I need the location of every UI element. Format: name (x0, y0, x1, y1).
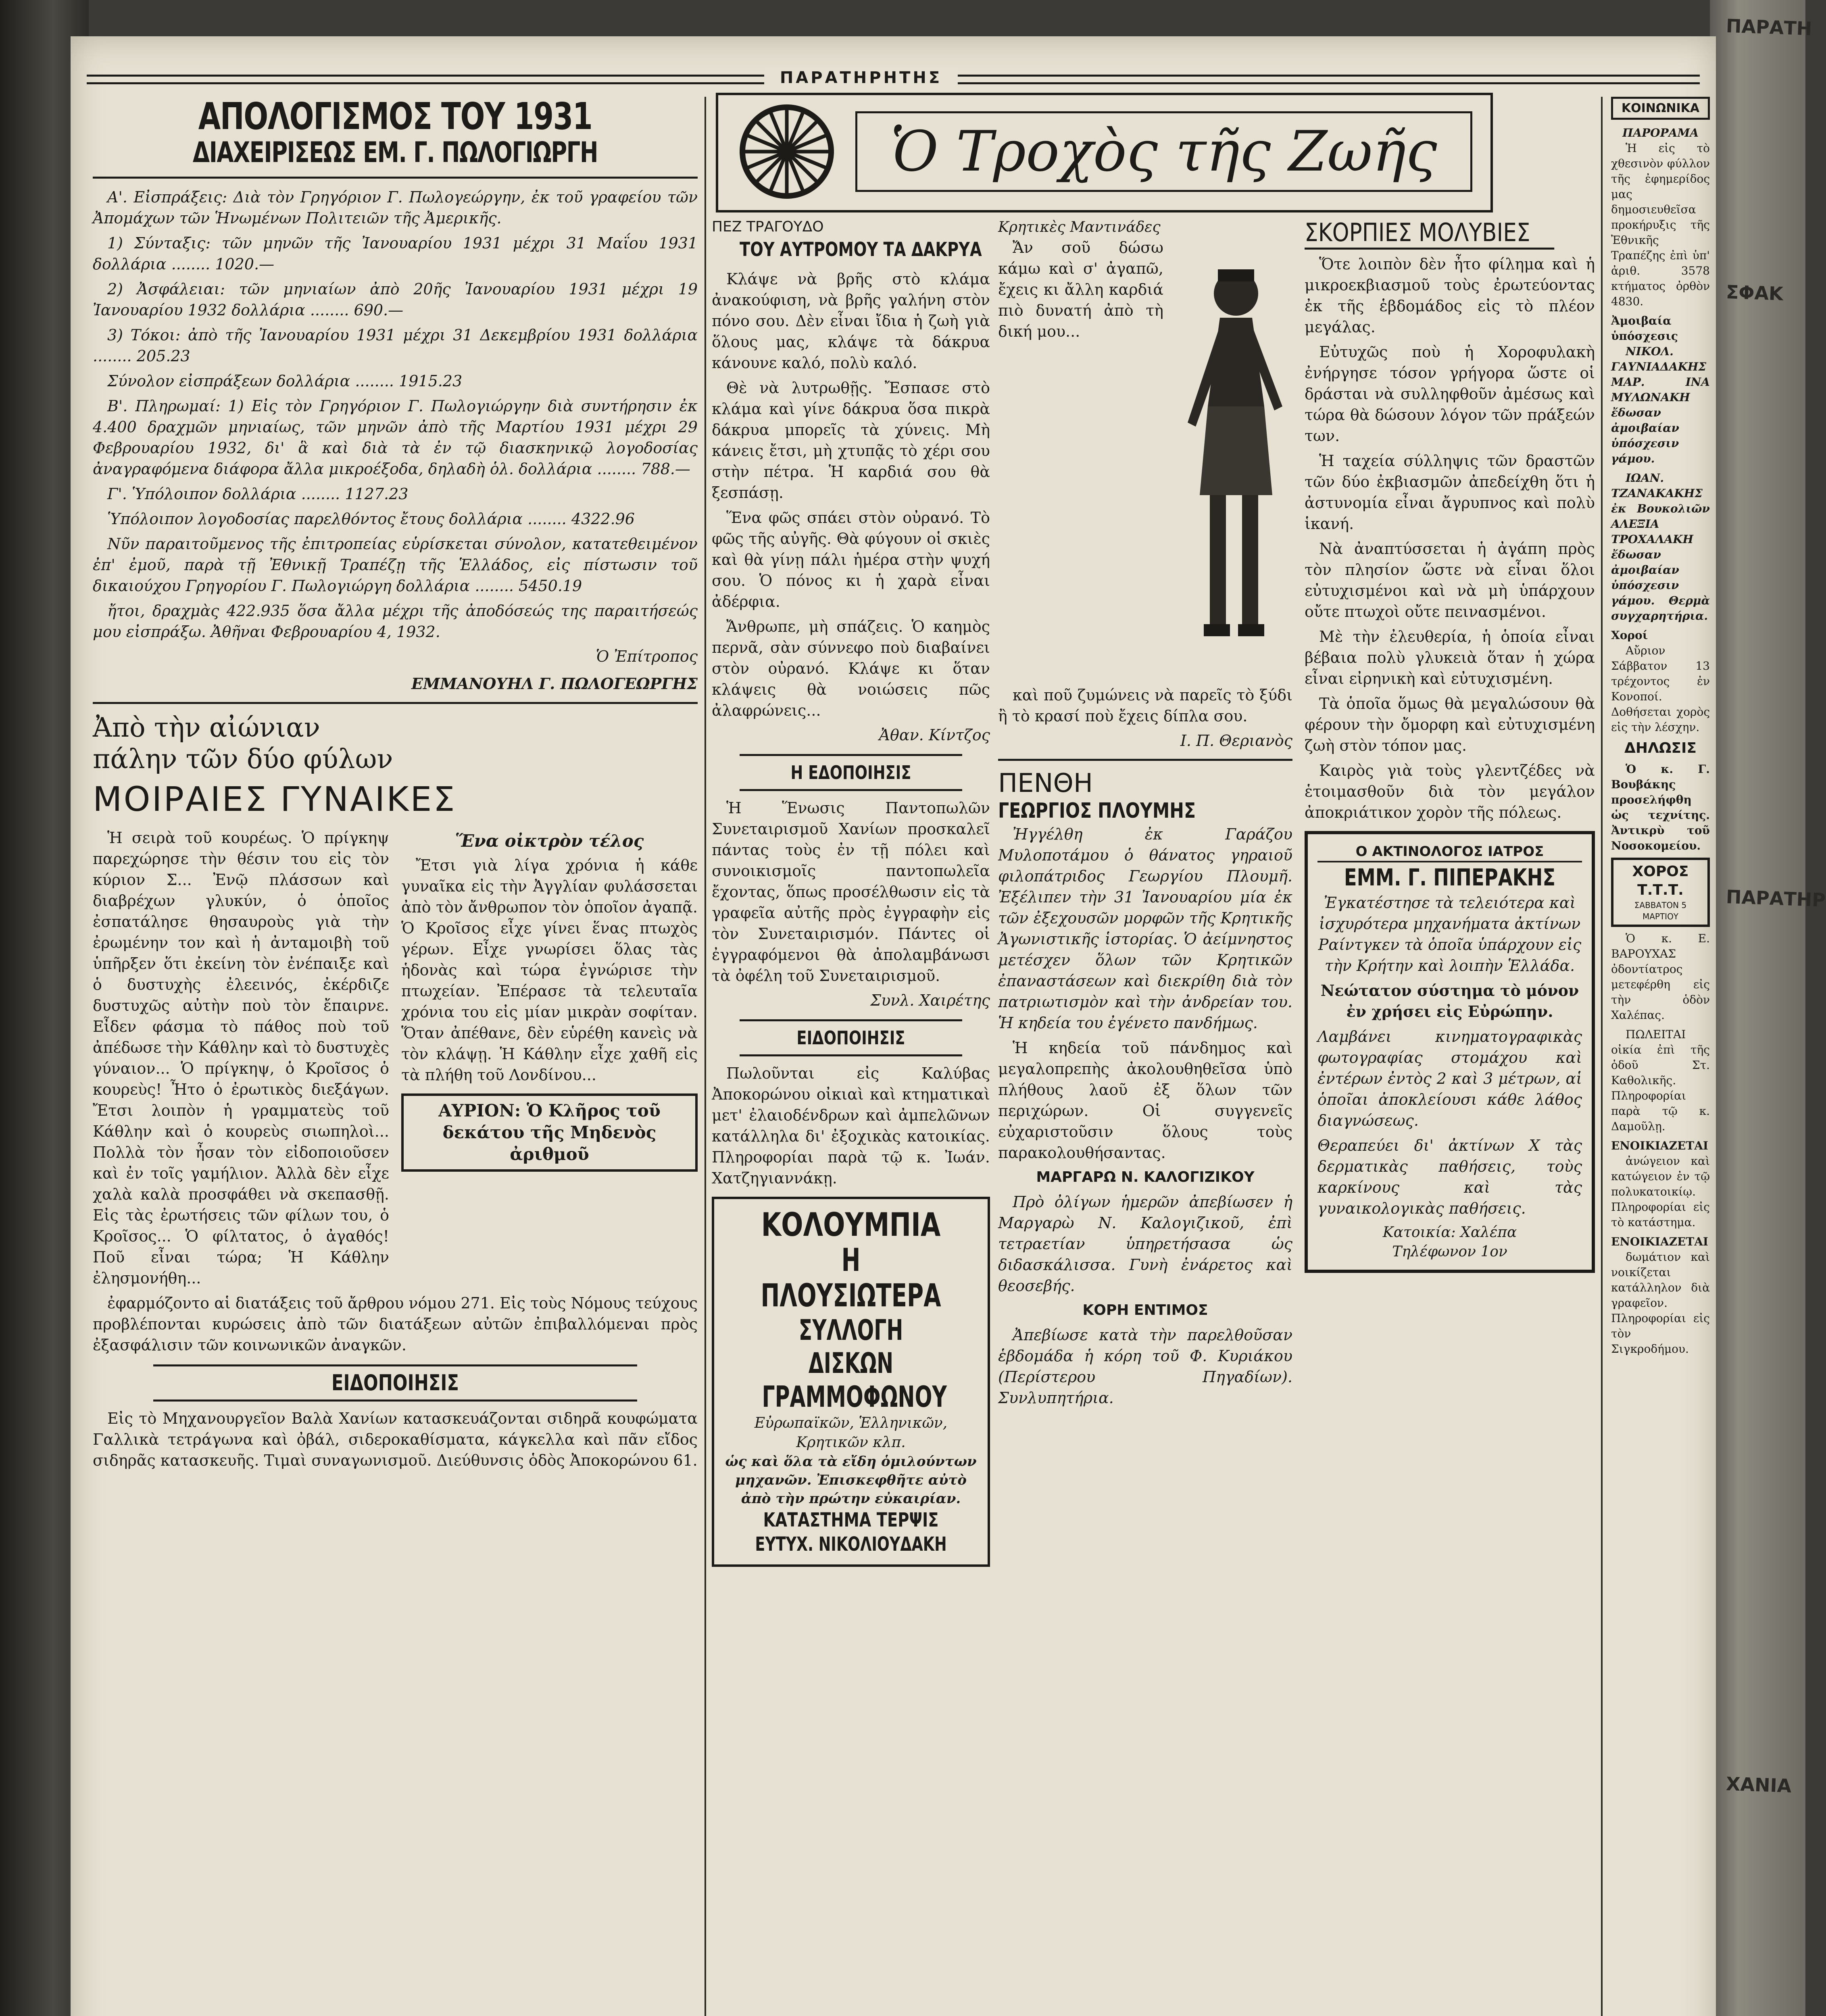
radiologist-ad-title: Ο ΑΚΤΙΝΟΛΟΓΟΣ ΙΑΤΡΟΣ (1317, 842, 1582, 862)
social-text: Ὁ κ. Ε. ΒΑΡΟΥΧΑΣ ὀδοντίατρος μετεφέρθη εἰς τὴν ὁδὸν Χαλέπας. (1611, 932, 1710, 1022)
notice-heading: ΕΙΔΟΠΟΙΗΣΙΣ (153, 1364, 637, 1402)
social-subheading: Ἀμοιβαία ὑπόσχεσις (1611, 314, 1678, 343)
column-divider (705, 97, 706, 2016)
masthead-name: ΠΑΡΑΤΗΡΗΤΗΣ (764, 69, 958, 87)
mantinades-kicker: Κρητικὲς Μαντινάδες (998, 219, 1161, 235)
rent-text: δωμάτιον καὶ νοικίζεται κατάλληλον διὰ γραφεῖον. Πληροφορίαι εἰς τὸν Σιγκροδήμου. (1611, 1250, 1710, 1356)
stub-text-3: ΠΑΡΑΤΗΡ (1726, 885, 1826, 911)
story-left-column (93, 827, 389, 1293)
stub-text-1: ΠΑΡΑΤΗ (1726, 15, 1813, 40)
radiologist-ad-text: Νεώτατον σύστημα τὸ μόνον ἐν χρήσει εἰς Εὐρώπην. (1320, 981, 1579, 1020)
column-text: Ὅτε λοιπὸν δὲν ἦτο φίλημα καὶ ἡ μικροεκβιασμοῦ τοὺς ἐρωτεύοντας ἐκ τῆς ἑβδομάδος εἰς τὸ πλέον μεγάλας. (1305, 255, 1595, 336)
radiologist-ad-text: Ἐγκατέστησε τὰ τελειότερα καὶ ἰσχυρότερα μηχανήματα ἀκτίνων Ραίντγκεν τὰ ὁποῖα ὑπάρχουν εἰς τὴν Κρήτην καὶ λοιπὴν Ἑλλάδα. (1318, 894, 1582, 975)
column-2 (712, 218, 990, 2016)
column-text: Καιρὸς γιὰ τοὺς γλεντζέδες νὰ ἑτοιμασθοῦν διὰ τὸν μεγάλον ἀποκριάτικον χορὸν τῆς πόλεως. (1305, 762, 1595, 821)
radiologist-ad-phone: Τηλέφωνον 1ον (1392, 1243, 1507, 1260)
obituary-name: ΜΑΡΓΑΡΩ Ν. ΚΑΛΟΓΙΖΙΚΟΥ (1036, 1169, 1255, 1185)
notice-signature: Συνλ. Χαιρέτης (870, 991, 990, 1009)
column-text: Νὰ ἀναπτύσσεται ἡ ἀγάπη πρὸς τὸν πλησίον ὥστε νὰ εἶναι ὅλοι εὐτυχισμένοι καὶ νὰ μὴ ὑπάρχουν οὔτε πτωχοὶ οὔτε πεινασμένοι. (1305, 540, 1595, 621)
social-subheading: Χοροί (1611, 629, 1648, 642)
account-paragraph: Σύνολον εἰσπράξεων δολλάρια ........ 1915.23 (107, 372, 463, 390)
mantinada-verse: Ἄν σοῦ δώσω κάμω καὶ σ' ἀγαπῶ, ἔχεις κι ἄλλη καρδιά πιὸ δυνατή ἀπὸ τὴ δική μου... (998, 239, 1163, 340)
obituary-heading: ΠΕΝΘΗ (998, 768, 1093, 798)
account-subheadline: ΔΙΑΧΕΙΡΙΣΕΩΣ ΕΜ. Γ. ΠΩΛΟΓΙΩΡΓΗ (192, 136, 598, 169)
radiologist-ad-text: Λαμβάνει κινηματογραφικὰς φωτογραφίας στομάχου καὶ ἐντέρων ἐντὸς 2 καὶ 3 μέτρων, αἱ ὁποῖαι ἀποκλείουσι κάθε λάθος διαγνώσεως. (1317, 1028, 1582, 1129)
column-text: Μὲ τὴν ἐλευθερία, ἡ ὁποία εἶναι βέβαια πολὺ γλυκειὰ ὅταν ἡ χώρα εἶναι εἰρηνικὴ καὶ εὐτυχισμένη. (1305, 628, 1595, 687)
cretan-man-icon (1171, 237, 1292, 681)
tomorrow-notice: ΑΥΡΙΟΝ: Ὁ Κλῆρος τοῦ δεκάτου τῆς Μηδενὸς ἀριθμοῦ (401, 1093, 698, 1172)
scan-right-edge (1710, 0, 1826, 2016)
account-paragraph: Α'. Εἰσπράξεις: Διὰ τὸν Γρηγόριον Γ. Πωλογεώργην, ἐκ τοῦ γραφείου τῶν Ἀπομάχων τῶν Ἡνωμένων Πολιτειῶν τῆς Ἀμερικῆς. (93, 188, 698, 227)
account-paragraph: ἤτοι, δραχμὰς 422.935 ὅσα ἄλλα μέχρι τῆς ἀποδόσεώς της παραιτήσεώς μου εἰσπράξω. Ἀθῆναι Φεβρουαρίου 4, 1932. (93, 602, 698, 641)
poem-text: Ἕνα φῶς σπάει στὸν οὐρανό. Τὸ φῶς τῆς αὐγῆς. Θὰ φύγουν οἱ σκιὲς καὶ θὰ γίνῃ πάλι ἡμέρα στὴν ψυχή σου. Ὁ πόνος κι ἡ χαρὰ εἶναι ἀδέρφια. (712, 509, 990, 610)
notice-heading: ΕΙΔΟΠΟΙΗΣΙΣ (740, 1019, 962, 1056)
divider (93, 702, 698, 704)
radiologist-ad-address: Κατοικία: Χαλέπα (1382, 1224, 1517, 1241)
column-text: Εὐτυχῶς ποὺ ἡ Χοροφυλακὴ ἐνήργησε τόσον γρήγορα ὥστε οἱ δράσται νὰ συλληφθοῦν ἀμέσως καὶ τώρα θὰ δώσουν λόγον τῶν πράξεών των. (1305, 343, 1595, 445)
social-text: ΝΙΚΟΛ. ΓΑΥΝΙΑΔΑΚΗΣ ΜΑΡ. ΙΝΑ ΜΥΛΩΝΑΚΗ ἔδωσαν ἀμοιβαίαν ὑπόσχεσιν γάμου. (1611, 345, 1710, 465)
column-1 (93, 97, 698, 2016)
account-paragraph: Νῦν παραιτοῦμενος τῆς ἐπιτροπείας εὑρίσκεται σύνολον, κατατεθειμένον ἐπ' ἐμοῦ, παρὰ τῇ Ἐθνικῇ Τραπέζῃ τῆς Ἑλλάδος, εἰς πίστωσιν τοῦ δικαιούχου Γρηγορίου Γ. Πωλογιώργη δολλάρια ........ 5450.19 (93, 535, 698, 595)
social-text: Αὔριον Σάββατον 13 τρέχοντος ἐν Κονοποί. Δοθήσεται χορὸς εἰς τὴν λέσχην. (1611, 644, 1710, 734)
obituary-name: ΓΕΩΡΓΙΟΣ ΠΛΟΥΜΗΣ (998, 799, 1196, 823)
dance-ad (1611, 858, 1710, 927)
record-ad-text: ὡς καὶ ὅλα τὰ εἴδη ὁμιλούντων μηχανῶν. Ἐπισκεφθῆτε αὐτὸ ἀπὸ τὴν πρώτην εὐκαιρίαν. (725, 1454, 977, 1507)
story-right-column (401, 827, 698, 1293)
column-text: Ἡ ταχεία σύλληψις τῶν δραστῶν τῶν δύο ἐκβιασμῶν ἀπεδείχθη ὅτι ἡ ἀστυνομία εἶναι ἄγρυπνος καὶ πολὺ ἱκανή. (1305, 452, 1595, 533)
stub-text-4: ΧΑΝΙΑ (1726, 1772, 1792, 1797)
social-subheading: ΠΑΡΟΡΑΜΑ (1622, 126, 1699, 140)
radiologist-ad-text: Θεραπεύει δι' ἀκτίνων Χ τὰς δερματικὰς παθήσεις, τοὺς καρκίνους καὶ τὰς γυναικολογικὰς παθήσεις. (1317, 1137, 1582, 1217)
social-box: ΚΟΙΝΩΝΙΚΑ (1611, 97, 1710, 120)
rent-heading: ΕΝΟΙΚΙΑΖΕΤΑΙ (1611, 1235, 1709, 1248)
account-paragraph: Β'. Πληρωμαί: 1) Εἰς τὸν Γρηγόριον Γ. Πωλογιώργην διὰ συντήρησιν ἐκ 4.400 δραχμῶν μηνιαίως, τῶν μηνῶν ἀπὸ τῆς Μαρτίου 1931 μέχρι 29 Φεβρουαρίου 1932, δι' ἃ καὶ διὰ τὰ ἐν τῷ διασκηνικῷ λογοδοσίας ἀναγραφόμενα διάφορα ἄλλα μικροέξοδα, δηλαδὴ ὁλ. δολλάρια ........ 788.— (93, 397, 698, 478)
wheel-of-life-box (716, 93, 1493, 212)
poem-text: Θὲ νὰ λυτρωθῇς. Ἔσπασε στὸ κλάμα καὶ γίνε δάκρυα ὅσα πικρὰ δάκρυα μπορεῖς τὰ χύνεις. Μὴ κάνεις ἔτσι, μὴ χτυπᾷς τὸ χέρι σου στὴν πέτρα. Ἡ καρδιά σου θὰ ξεσπάσῃ. (712, 379, 990, 502)
record-ad-line: ΚΟΛΟΥΜΠΙΑ (761, 1206, 941, 1243)
notice-text: Πωλοῦνται εἰς Καλύβας Ἀποκορώνου οἰκιαὶ καὶ κτηματικαὶ μετ' ἐλαιοδένδρων καὶ ἀμπελῶνων κατάλληλα δι' ἐξοχικὰς κατοικίας. Πληροφορίαι παρὰ τῷ κ. Ἰωάν. Χατζηγιαννάκῃ. (712, 1064, 990, 1187)
column-3 (998, 218, 1292, 2016)
radiologist-ad (1305, 831, 1595, 1273)
ending-paragraph: ἐφαρμόζοντο αἱ διατάξεις τοῦ ἄρθρου νόμου 271. Εἰς τοὺς Νόμους τεύχους προβλέπονται κυρώσεις ἀπὸ τῶν διατάξεων αὐτῶν ἐπιβαλλόμεναι πρὸς ἐξασφάλισιν τῶν κοινωνικῶν ἀναγκῶν. (93, 1294, 698, 1354)
record-ad-line: Η ΠΛΟΥΣΙΩΤΕΡΑ (761, 1242, 941, 1314)
social-text: ΙΩΑΝ. ΤΖΑΝΑΚΑΚΗΣ ἐκ Βουκολιῶν ΑΛΕΞΙΑ ΤΡΟΧΑΛΑΚΗ ἔδωσαν ἀμοιβαίαν ὑπόσχεσιν γάμου. Θερμὰ συγχαρητήρια. (1611, 471, 1710, 623)
obituary-text: Ἠγγέλθη ἐκ Γαράζου Μυλοποτάμου ὁ θάνατος γηραιοῦ φιλοπάτριδος Γεωργίου Πλουμῆ. Ἐξέλιπεν τὴν 31 Ἰανουαρίου μία ἐκ τῶν ἐξεχουσῶν μορφῶν τῆς Κρητικῆς Ἀγωνιστικῆς ἱστορίας. Ὁ ἀείμνηστος μετέσχεν ὅλων τῶν Κρητικῶν ἐπαναστάσεων καὶ διεκρίθη διὰ τὸν πατριωτισμὸν καὶ τὴν ἀνδρείαν του. Ἡ κηδεία του ἐγένετο πανδήμως. (998, 825, 1292, 1032)
record-ad-shop: ΚΑΤΑΣΤΗΜΑ ΤΕΡΨΙΣ (763, 1509, 939, 1531)
newspaper-page (71, 36, 1716, 2016)
story-columns (93, 827, 698, 1293)
story-kicker: Ἀπὸ τὴν αἰώνιαν πάλην τῶν δύο φύλων (93, 712, 393, 775)
account-paragraph: 2) Ἀσφάλειαι: τῶν μηνιαίων ἀπὸ 20ῆς Ἰανουαρίου 1931 μέχρι 19 Ἰανουαρίου 1932 δολλάρια ........ 690.— (93, 280, 698, 319)
divider (93, 177, 698, 179)
column-divider (1601, 97, 1603, 2016)
story-headline: ΜΟΙΡΑΙΕΣ ΓΥΝΑΙΚΕΣ (93, 779, 456, 819)
stub-text-2: ΣΦΑΚ (1726, 281, 1784, 305)
record-ad-owner: ΕΥΤΥΧ. ΝΙΚΟΛΙΟΥΔΑΚΗ (755, 1533, 947, 1556)
obituary-text: Ἀπεβίωσε κατὰ τὴν παρελθοῦσαν ἑβδομάδα ἡ κόρη τοῦ Φ. Κυριάκου (Περίστερου Πηγαδίων). Συνλυπητήρια. (998, 1326, 1292, 1407)
account-paragraph: 1) Σύνταξις: τῶν μηνῶν τῆς Ἰανουαρίου 1931 μέχρι 31 Μαΐου 1931 δολλάρια ........ 1020.— (93, 234, 698, 273)
notice-text: Ἡ Ἕνωσις Παντοπωλῶν Συνεταιρισμοῦ Χανίων προσκαλεῖ πάντας τοὺς ἐν τῇ πόλει καὶ συνοικισμοῖς παντοπωλεῖα ἔχοντας, ὅπως προσέλθωσιν εἰς τὰ γραφεῖα αὐτῆς πρὸς ἐγγραφὴν εἰς τὸν Συνεταιρισμόν. Πάντες οἱ ἐγγραφόμενοι θὰ ἀπολαμβάνωσι τὰ ὀφέλη τοῦ Συνεταιρισμοῦ. (712, 799, 990, 985)
obituary-text: Ἡ κηδεία τοῦ πάνδημος καὶ μεγαλοπρεπὴς ἀκολουθηθεῖσα ὑπὸ πλήθους λαοῦ ἐξ ὅλων τῶν περιχώρων. Οἱ συγγενεῖς εὐχαριστοῦσιν ὅλους τοὺς παρακολουθήσαντας. (998, 1039, 1292, 1162)
obituary-name: ΚΟΡΗ ΕΝΤΙΜΟΣ (1082, 1302, 1208, 1318)
record-ad (712, 1197, 990, 1567)
signature-name: ΕΜΜΑΝΟΥΗΛ Γ. ΠΩΛΟΓΕΩΡΓΗΣ (411, 675, 698, 693)
declaration-text: Ὁ κ. Γ. Βουβάκης προσελήφθη ὡς τεχνίτης. Ἀντικρὺ τοῦ Νοσοκομείου. (1611, 762, 1710, 852)
story-subheading: Ἕνα οἰκτρὸν τέλος (455, 831, 644, 851)
divider (998, 759, 1292, 761)
account-headline: ΑΠΟΛΟΓΙΣΜΟΣ ΤΟΥ 1931 (198, 95, 592, 138)
poem-text: Ἄνθρωπε, μὴ σπάζεις. Ὁ καημὸς περνᾶ, σὰν σύννεφο ποὺ διαβαίνει στὸν οὐρανό. Κλάψε κι ὅταν κλάψεις θὰ νοιώσεις πῶς ἀλαφρώνεις... (712, 618, 990, 719)
record-ad-line: ΣΥΛΛΟΓΗ ΔΙΣΚΩΝ (798, 1314, 903, 1380)
mantinada-text: καὶ ποῦ ζυμώνεις νὰ παρεῖς τὸ ξύδι ἢ τὸ κρασί ποὺ ἔχεις δίπλα σου. (998, 686, 1292, 725)
scattered-pencils-heading: ΣΚΟΡΠΙΕΣ ΜΟΛΥΒΙΕΣ (1305, 218, 1554, 250)
wheel-icon (730, 97, 843, 206)
column-5 (1611, 97, 1710, 2016)
declaration-heading: ΔΗΛΩΣΙΣ (1624, 740, 1697, 756)
story-text: Ἡ σειρὰ τοῦ κουρέως. Ὁ πρίγκηψ παρεχώρησε τὴν θέσιν του εἰς τὸν κύριον Σ... Ἐνῷ πλάσσων καὶ διαβρέχων γλυκύν, ὁ ὁποῖος ἐσπατάλησε θησαυροὺς γιὰ τὴν ἐρωμένην τον καὶ ἡ ἀνταμοιβὴ τοῦ ὑπῆρξεν ὅτι ἐκείνη τὸν ἐνέπαιξε καὶ ὁ δυστυχὴς ἐλεεινός, ἐκέρδιζε δυστυχῶς αὐτὴν ποὺ τὸν ἔπαιρνε. Εἶδεν φάσμα τὸ πάθος ποὺ τοῦ ἀπέδωσε τὴν Κάθλην καὶ τὸ δυστυχὲς γύναιον... Ὁ πρίγκηψ, ὁ Κροῖσος ὁ κουρεὺς! Ἦτο ὁ ἐρωτικὸς διεξάγων. Ἔτσι λοιπὸν ἡ γραμματεὺς τοῦ Κάθλην καὶ ὁ κουρεὺς σιωπηλοὶ... Πολλὰ τὸν ἦσαν τὸν εἰδοποιοῦσεν καὶ ἐν τοῖς γαμήλιον. Ἀλλὰ δὲν εἶχε χαλὰ καλὰ προσφάθει νὰ σκεπασθῇ. Εἰς τὰς ἐρωτήσεις τῶν φίλων του, ὁ Κροῖσος... Ὁ φίλτατος, ὁ ἀγαθός! Ποῦ εἶναι τώρα; Ἡ Κάθλην ἐλησμονήθη... (93, 829, 389, 1287)
rent-heading: ΕΝΟΙΚΙΑΖΕΤΑΙ (1611, 1139, 1709, 1152)
mantinada-signature: Ι. Π. Θεριανὸς (1180, 732, 1292, 750)
radiologist-ad-name: ΕΜΜ. Γ. ΠΙΠΕΡΑΚΗΣ (1344, 864, 1556, 891)
account-paragraph: Γ'. Ὑπόλοιπον δολλάρια ........ 1127.23 (107, 485, 409, 503)
record-ad-line: ΓΡΑΜΜΟΦΩΝΟΥ (762, 1380, 947, 1414)
record-ad-text: Εὐρωπαϊκῶν, Ἑλληνικῶν, Κρητικῶν κλπ. (754, 1415, 948, 1451)
signature-title: Ὁ Ἐπίτροπος (596, 648, 698, 665)
notice-text: Εἰς τὸ Μηχανουργεῖον Βαλὰ Χανίων κατασκευάζονται σιδηρᾶ κουφώματα Γαλλικὰ τετράγωνα καὶ ὀβάλ, σιδεροκαθίσματα, κάγκελλα καὶ πᾶν εἴδος σιδηρᾶς κατασκευῆς. Τιμαὶ συναγωνισμοῦ. Διεύθυνσις ὁδὸς Ἀποκορώνου 61. (93, 1410, 698, 1469)
dance-ad-date: ΣΑΒΒΑΤΟΝ 5 ΜΑΡΤΙΟΥ (1634, 900, 1687, 921)
cretan-figure-illustration (1171, 237, 1292, 681)
notice-heading: Η ΕΔΟΠΟΙΗΣΙΣ (740, 754, 962, 791)
account-paragraph: 3) Τόκοι: ἀπὸ τῆς Ἰανουαρίου 1931 μέχρι 31 Δεκεμβρίου 1931 δολλάρια ........ 205.23 (93, 326, 698, 365)
poem-heading: ΤΟΥ ΑΥΤΡΟΜΟΥ ΤΑ ΔΑΚΡΥΑ (740, 238, 982, 261)
obituary-text: Πρὸ ὀλίγων ἡμερῶν ἀπεβίωσεν ἡ Μαργαρὼ Ν. Καλογιζικοῦ, ἐπὶ τετραετίαν ὑπηρετήσασα ὡς διδασκάλισσα. Γυνὴ ἐνάρετος καὶ θεοσεβής. (998, 1193, 1292, 1295)
wheel-of-life-title: Ὁ Τροχὸς τῆς Ζωῆς (855, 111, 1472, 192)
poem-kicker: ΠΕΖ ΤΡΑΓΟΥΔΟ (712, 219, 824, 235)
rent-text: ἀνώγειον καὶ κατώγειον ἐν τῷ πολυκατοικίῳ. Πληροφορίαι εἰς τὸ κατάστημα. (1611, 1154, 1710, 1229)
story-text: Ἔτσι γιὰ λίγα χρόνια ἡ κάθε γυναῖκα εἰς τὴν Ἀγγλίαν φυλάσσεται ἀπὸ τὸν ἄνθρωπον τὸν ὁποῖον ἀγαπᾷ. Ὁ Κροῖσος εἶχε γίνει ἕνας πτωχὸς γέρων. Εἶχε γνωρίσει ὅλας τὰς ἡδονὰς καὶ τώρα ἐγνώρισε τὴν πτωχείαν. Ἐπέρασε τὰ τελευταῖα χρόνια του εἰς μίαν μικρὰν σοφίταν. Ὅταν ἀπέθανε, δὲν εὑρέθη κανεὶς νὰ τὸν κλάψῃ. Ἡ Κάθλην εἶχε χαθῆ εἰς τὰ πλήθη τοῦ Λονδίνου... (401, 856, 698, 1084)
poem-signature: Ἀθαν. Κίντζος (879, 726, 990, 744)
column-text: Τὰ ὁποῖα ὅμως θὰ μεγαλώσουν θὰ φέρουν τὴν ὄμορφη καὶ εὐτυχισμένη ζωὴ στὸν τόπον μας. (1305, 695, 1595, 754)
social-text: ΠΩΛΕΙΤΑΙ οἰκία ἐπὶ τῆς ὁδοῦ Στ. Καθολικῆς. Πληροφορίαι παρὰ τῷ κ. Δαμοῦλῃ. (1611, 1028, 1710, 1133)
account-paragraph: Ὑπόλοιπον λογοδοσίας παρελθόντος ἔτους δολλάρια ........ 4322.96 (107, 510, 635, 528)
dance-ad-title: ΧΟΡΟΣ Τ.Τ.Τ. (1632, 863, 1689, 898)
poem-text: Κλάψε νὰ βρῆς στὸ κλάμα ἀνακούφιση, νὰ βρῆς γαλήνη στὸν πόνο σου. Δὲν εἶναι ἴδια ἡ ζωὴ γιὰ ὅλους μας, κλάψε τὰ δάκρυα κάνουνε καλό, πολὺ καλό. (712, 270, 990, 372)
column-4 (1305, 218, 1595, 2016)
social-text: Ἡ εἰς τὸ χθεσινὸν φύλλον τῆς ἐφημερίδος μας δημοσιευθεῖσα προκήρυξις τῆς Ἐθνικῆς Τραπέζης ἐπὶ ὑπ' ἀριθ. 3578 κτήματος ὀρθὸν 4830. (1611, 142, 1710, 308)
